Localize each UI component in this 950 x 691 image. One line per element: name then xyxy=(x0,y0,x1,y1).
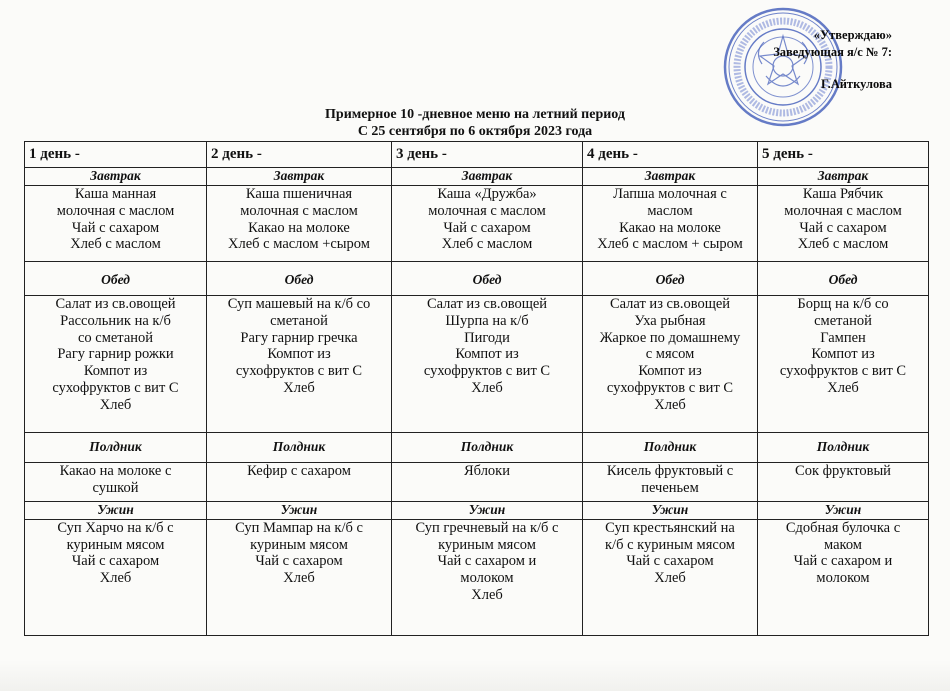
meal-label: Полдник xyxy=(758,433,929,463)
document-title xyxy=(0,106,950,140)
meal-label: Ужин xyxy=(25,502,207,520)
dish-line: сметаной xyxy=(270,312,328,329)
dish-line: маслом xyxy=(647,202,693,219)
dish-line: Хлеб xyxy=(99,396,132,413)
meal-label: Завтрак xyxy=(392,168,583,186)
dish-line: Суп гречневый на к/б с xyxy=(415,519,559,536)
lunch-header-row xyxy=(25,262,929,296)
dish-line: Каша манная xyxy=(74,186,157,202)
meal-label: Обед xyxy=(25,262,207,296)
dish-line: Чай с сахаром xyxy=(71,553,160,570)
dinner-cell-day-5 xyxy=(758,519,929,635)
dish-line: Чай с сахаром xyxy=(443,219,531,236)
dish-line: Каша пшеничная xyxy=(245,186,353,202)
dish-line: Салат из св.овощей xyxy=(55,296,176,312)
dish-line: Хлеб xyxy=(654,396,686,413)
snack-row xyxy=(25,463,929,502)
dish-line: сухофруктов с вит С xyxy=(779,363,907,380)
title-line-1: Примерное 10 -дневное меню на летний период xyxy=(325,107,625,122)
dish-line: Яблоки xyxy=(464,463,510,479)
day-header: 1 день - xyxy=(25,142,207,168)
dish-line: сухофруктов с вит С xyxy=(423,363,551,380)
dish-line: сухофруктов с вит С xyxy=(52,379,179,396)
dish-line: Чай с сахаром и xyxy=(437,553,537,570)
dish-line: Хлеб xyxy=(654,570,686,587)
dish-line: печеньем xyxy=(641,479,699,496)
dish-line: Хлеб xyxy=(283,379,315,396)
meal-label: Полдник xyxy=(392,433,583,463)
dish-line: Уха рыбная xyxy=(634,312,706,329)
snack-cell-day-5 xyxy=(758,463,929,502)
dish-line: Рагу гарнир рожки xyxy=(57,346,174,363)
breakfast-cell-day-3 xyxy=(392,186,583,262)
dish-line: Хлеб xyxy=(471,586,503,603)
dish-line: с мясом xyxy=(645,346,695,363)
dish-line: Чай с сахаром xyxy=(255,553,343,570)
dish-line: Кисель фруктовый с xyxy=(606,463,734,479)
day-header: 5 день - xyxy=(758,142,929,168)
meal-label: Обед xyxy=(392,262,583,296)
dish-line: молочная с маслом xyxy=(428,202,546,219)
snack-cell-day-4 xyxy=(583,463,758,502)
dish-line: Чай с сахаром xyxy=(71,219,160,236)
dish-line: молочная с маслом xyxy=(56,202,175,219)
dish-line: Какао на молоке xyxy=(248,219,350,236)
meal-label: Завтрак xyxy=(25,168,207,186)
meal-label: Ужин xyxy=(392,502,583,520)
dish-line: к/б с куриным мясом xyxy=(605,536,735,553)
dish-line: Каша Рябчик xyxy=(802,186,884,202)
breakfast-row xyxy=(25,186,929,262)
dish-line: Чай с сахаром xyxy=(799,219,887,236)
meal-label: Ужин xyxy=(207,502,392,520)
dish-line: Хлеб с маслом xyxy=(70,236,161,253)
dish-line: сметаной xyxy=(814,312,872,329)
dinner-cell-day-1 xyxy=(25,519,207,635)
dish-line: Суп Мампар на к/б с xyxy=(235,519,363,536)
dish-line: Лапша молочная с xyxy=(613,186,727,202)
dish-line: Шурпа на к/б xyxy=(445,312,529,329)
dish-line: Чай с сахаром xyxy=(626,553,714,570)
snack-cell-day-1 xyxy=(25,463,207,502)
dish-line: Какао на молоке xyxy=(619,219,721,236)
dish-line: куриным мясом xyxy=(250,536,348,553)
dish-line: Компот из xyxy=(267,346,331,363)
dish-line: молоком xyxy=(460,570,514,587)
dish-line: Компот из xyxy=(455,346,519,363)
dish-line: Хлеб с маслом xyxy=(441,236,533,253)
dinner-header-row xyxy=(25,502,929,520)
dinner-cell-day-3 xyxy=(392,519,583,635)
dish-line: Суп крестьянский на xyxy=(605,519,735,536)
meal-label: Обед xyxy=(583,262,758,296)
dish-line: Суп Харчо на к/б с xyxy=(57,519,174,536)
dish-line: Компот из xyxy=(811,346,875,363)
day-header: 3 день - xyxy=(392,142,583,168)
dinner-row xyxy=(25,519,929,635)
snack-cell-day-3 xyxy=(392,463,583,502)
dish-line: Кефир с сахаром xyxy=(247,463,351,479)
meal-label: Завтрак xyxy=(583,168,758,186)
lunch-cell-day-5 xyxy=(758,296,929,433)
dinner-cell-day-2 xyxy=(207,519,392,635)
dish-line: Пигоди xyxy=(464,329,510,346)
dish-line: Сок фруктовый xyxy=(795,463,891,479)
lunch-cell-day-2 xyxy=(207,296,392,433)
snack-cell-day-2 xyxy=(207,463,392,502)
meal-label: Обед xyxy=(207,262,392,296)
dish-line: Салат из св.овощей xyxy=(426,296,548,312)
dish-line: сухофруктов с вит С xyxy=(606,379,734,396)
day-header: 4 день - xyxy=(583,142,758,168)
dish-line: Хлеб с маслом xyxy=(797,236,889,253)
meal-label: Полдник xyxy=(583,433,758,463)
menu-table xyxy=(24,141,929,636)
dish-line: Хлеб с маслом +сыром xyxy=(228,236,370,253)
meal-label: Обед xyxy=(758,262,929,296)
dish-line: Компот из xyxy=(83,363,148,380)
dish-line: Салат из св.овощей xyxy=(609,296,731,312)
dish-line: молочная с маслом xyxy=(240,202,358,219)
dish-line: Хлеб xyxy=(827,379,859,396)
approval-block xyxy=(740,27,892,93)
dish-line: Гампен xyxy=(820,329,866,346)
scan-edge xyxy=(0,660,950,691)
meal-label: Ужин xyxy=(583,502,758,520)
dish-line: Хлеб xyxy=(471,379,503,396)
breakfast-cell-day-2 xyxy=(207,186,392,262)
meal-label: Ужин xyxy=(758,502,929,520)
breakfast-cell-day-4 xyxy=(583,186,758,262)
title-line-2: С 25 сентября по 6 октября 2023 года xyxy=(357,124,593,139)
dish-line: Рагу гарнир гречка xyxy=(240,329,358,346)
dish-line: маком xyxy=(824,536,862,553)
approval-line-2: Заведующая я/с № 7: xyxy=(773,45,892,59)
breakfast-cell-day-1 xyxy=(25,186,207,262)
day-header: 2 день - xyxy=(207,142,392,168)
lunch-row xyxy=(25,296,929,433)
meal-label: Полдник xyxy=(207,433,392,463)
meal-label: Завтрак xyxy=(207,168,392,186)
days-header-row xyxy=(25,142,929,168)
lunch-cell-day-4 xyxy=(583,296,758,433)
dish-line: Хлеб с маслом + сыром xyxy=(597,236,743,253)
dish-line: Какао на молоке с xyxy=(59,463,172,479)
dish-line: Сдобная булочка с xyxy=(785,519,901,536)
dish-line: Чай с сахаром и xyxy=(793,553,893,570)
dish-line: Компот из xyxy=(638,363,702,380)
snack-header-row xyxy=(25,433,929,463)
dish-line: молоком xyxy=(816,570,870,587)
dish-line: Хлеб xyxy=(99,570,132,587)
dish-line: сушкой xyxy=(92,479,139,496)
dish-line: со сметаной xyxy=(77,329,154,346)
dinner-cell-day-4 xyxy=(583,519,758,635)
dish-line: куриным мясом xyxy=(438,536,536,553)
breakfast-header-row xyxy=(25,168,929,186)
lunch-cell-day-3 xyxy=(392,296,583,433)
dish-line: Борщ на к/б со xyxy=(797,296,889,312)
dish-line: сухофруктов с вит С xyxy=(235,363,363,380)
dish-line: Каша «Дружба» xyxy=(437,186,537,202)
dish-line: куриным мясом xyxy=(66,536,165,553)
meal-label: Завтрак xyxy=(758,168,929,186)
lunch-cell-day-1 xyxy=(25,296,207,433)
dish-line: Хлеб xyxy=(283,570,315,587)
dish-line: Суп машевый на к/б со xyxy=(227,296,371,312)
approval-line-3: Г.Айткулова xyxy=(821,77,892,91)
dish-line: Рассольник на к/б xyxy=(60,312,171,329)
dish-line: молочная с маслом xyxy=(784,202,902,219)
approval-line-1: «Утверждаю» xyxy=(813,28,892,42)
dish-line: Жаркое по домашнему xyxy=(599,329,741,346)
meal-label: Полдник xyxy=(25,433,207,463)
breakfast-cell-day-5 xyxy=(758,186,929,262)
